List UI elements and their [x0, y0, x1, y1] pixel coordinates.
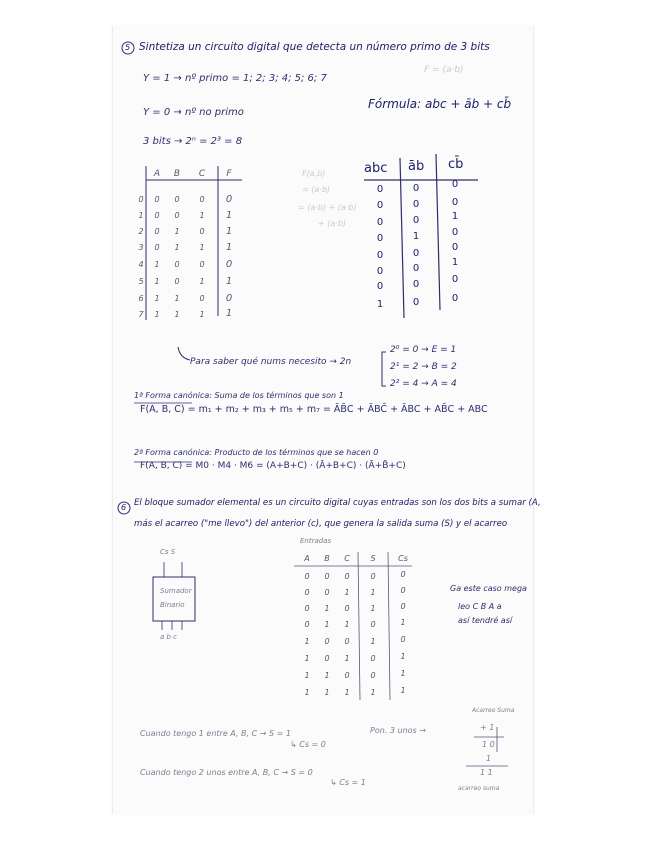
adder-cell: 1 [370, 637, 376, 646]
table2-cell: 0 [451, 227, 459, 238]
case-one-carry: ↳ Cs = 0 [290, 740, 326, 749]
entradas-label: Entradas [300, 537, 332, 545]
table1-cell: 1 [174, 243, 180, 252]
table1-cell: 1 [225, 210, 233, 221]
ghost-text: + (a·b) [318, 219, 347, 228]
block-inputs-label: a b c [160, 633, 178, 641]
adder-cell: 0 [370, 654, 376, 663]
canon1-label: 1ª Forma canónica: Suma de los términos que son 1 [134, 391, 344, 400]
adder-cell: 1 [304, 654, 310, 663]
table2-cell: 0 [376, 281, 384, 292]
table2-cell: 0 [412, 248, 420, 259]
hook-arrow [178, 347, 190, 360]
bits-count: 3 bits → 2ⁿ = 2³ = 8 [143, 136, 243, 147]
block-outputs-label: Cs S [160, 548, 176, 556]
table1-header: A [153, 169, 161, 179]
table2-col-line-2 [436, 154, 440, 310]
adder-cell: 0 [400, 602, 406, 611]
table1-row-index: 4 [138, 260, 144, 269]
table1-cell: 0 [199, 195, 205, 204]
adder-header: A [304, 554, 310, 563]
table1-cell: 1 [199, 277, 205, 286]
ghost-text: = (a·b) [302, 185, 331, 194]
table2-header: cb̄ [448, 157, 464, 172]
table1-cell: 0 [225, 293, 233, 304]
ghost-text: F(a,b) [302, 169, 326, 178]
table1-cell: 1 [225, 242, 233, 253]
table1-cell: 0 [174, 211, 180, 220]
table2-cell: 0 [412, 297, 420, 308]
adder-cell: 0 [324, 572, 330, 581]
sum-digit: 1 [486, 754, 492, 763]
table1-row-index: 5 [138, 277, 144, 286]
table1-cell: 0 [154, 195, 160, 204]
ex6-number: 6 [121, 503, 127, 512]
table1-cell: 1 [225, 308, 233, 319]
table1-cell: 1 [225, 276, 233, 287]
table1-cell: 1 [174, 310, 180, 319]
table2-cell: 0 [451, 179, 459, 190]
adder-cell: 1 [304, 671, 310, 680]
bits-bracket [382, 352, 386, 386]
table2-cell: 0 [412, 279, 420, 290]
case-two-carry: ↳ Cs = 1 [330, 778, 366, 787]
table1-cell: 1 [174, 227, 180, 236]
adder-cell: 1 [344, 688, 350, 697]
prime-formula: Fórmula: abc + āb + cb̄ [368, 97, 512, 111]
table1-cell: 0 [154, 243, 160, 252]
adder-header: C [344, 554, 350, 563]
adder-cell: 1 [324, 671, 330, 680]
table1-header: C [198, 169, 206, 179]
adder-cell: 1 [400, 652, 406, 661]
bits-needed-note: Para saber qué nums necesito → 2n [190, 357, 352, 367]
adder-cell: 0 [304, 604, 310, 613]
adder-cell: 0 [324, 654, 330, 663]
adder-cell: 1 [304, 637, 310, 646]
block-label-sumador: Sumador [160, 587, 192, 595]
table1-header: B [173, 169, 181, 179]
prime-condition: Y = 1 → nº primo = 1; 2; 3; 4; 5; 6; 7 [143, 73, 327, 84]
adder-cell: 1 [370, 688, 376, 697]
sum-digit: 1 1 [480, 768, 493, 777]
sum-digit: + 1 [480, 723, 495, 732]
adder-cell: 1 [324, 620, 330, 629]
table2-cell: 1 [412, 231, 420, 242]
table1-cell: 1 [225, 226, 233, 237]
table2-cell: 0 [376, 233, 384, 244]
adder-cell: 1 [344, 654, 350, 663]
adder-cell: 0 [304, 588, 310, 597]
adder-cell: 1 [344, 620, 350, 629]
three-ones-note: Pon. 3 unos → [370, 726, 426, 735]
table2-cell: 1 [376, 299, 384, 310]
table1-row-index: 2 [138, 227, 144, 236]
case-one-input: Cuando tengo 1 entre A, B, C → S = 1 [140, 729, 291, 738]
sumador-block [153, 577, 195, 621]
adder-cell: 0 [304, 620, 310, 629]
table2-cell: 0 [412, 263, 420, 274]
table1-cell: 1 [154, 277, 160, 286]
side-note-line: leo C B A a [458, 602, 502, 611]
table1-cell: 0 [174, 260, 180, 269]
table1-cell: 1 [154, 310, 160, 319]
table1-row-index: 7 [138, 310, 144, 319]
bit-weight: 2² = 4 → A = 4 [390, 379, 457, 389]
table1-cell: 0 [174, 277, 180, 286]
adder-cell: 0 [370, 671, 376, 680]
adder-header: Cs [398, 554, 408, 563]
adder-cell: 0 [370, 620, 376, 629]
adder-header: S [370, 554, 376, 563]
adder-cell: 1 [344, 588, 350, 597]
table1-row-index: 1 [138, 211, 144, 220]
table2-cell: 0 [376, 250, 384, 261]
adder-cell: 0 [370, 572, 376, 581]
table1-cell: 0 [199, 227, 205, 236]
adder-cell: 1 [324, 688, 330, 697]
adder-cell: 0 [344, 637, 350, 646]
adder-cell: 0 [304, 572, 310, 581]
table1-cell: 1 [174, 294, 180, 303]
table1-cell: 0 [225, 259, 233, 270]
table2-cell: 0 [376, 200, 384, 211]
table2-cell: 0 [376, 217, 384, 228]
table2-cell: 0 [451, 274, 459, 285]
table2-cell: 1 [451, 257, 459, 268]
canon2-formula: F(A, B, C) = M0 · M4 · M6 = (A+B+C) · (Ā+B+C) · (Ā+B̄+C) [140, 461, 406, 471]
table1-row-index: 0 [138, 195, 144, 204]
ex6-text-line2: más el acarreo ("me llevo") del anterior (c), que genera la salida suma (S) y el acarreo [134, 519, 508, 529]
bit-weight: 2¹ = 2 → B = 2 [390, 362, 457, 372]
side-note-line: Ga este caso mega [450, 584, 527, 593]
table1-cell: 0 [154, 227, 160, 236]
table1-cell: 0 [199, 294, 205, 303]
adder-cell: 1 [400, 686, 406, 695]
sum-top-labels: Acarreo Suma [472, 707, 515, 714]
adder-cell: 0 [344, 572, 350, 581]
adder-cell: 1 [370, 604, 376, 613]
ex5-title: Sintetiza un circuito digital que detecta un número primo de 3 bits [139, 41, 490, 53]
adder-cell: 1 [324, 604, 330, 613]
table1-cell: 0 [174, 195, 180, 204]
bit-weight: 2⁰ = 0 → E = 1 [390, 345, 457, 355]
table2-cell: 0 [376, 184, 384, 195]
table2-header: āb [408, 159, 425, 174]
ghost-text: = (a·b) + (a·b) [298, 203, 357, 212]
table2-cell: 0 [412, 215, 420, 226]
adder-cell: 0 [324, 637, 330, 646]
table2-header: abc [364, 161, 388, 176]
table2-cell: 1 [451, 211, 459, 222]
adder-cell: 0 [344, 604, 350, 613]
block-label-binario: Binario [160, 601, 185, 609]
table1-cell: 0 [154, 211, 160, 220]
sum-digit: 1 0 [482, 740, 495, 749]
adder-cell: 0 [344, 671, 350, 680]
table1-cell: 1 [154, 260, 160, 269]
table1-cell: 1 [199, 211, 205, 220]
adder-cell: 0 [400, 586, 406, 595]
ex6-text-line1: El bloque sumador elemental es un circuito digital cuyas entradas son los dos bits a sumar (A, [134, 498, 541, 508]
table1-row-index: 3 [138, 243, 144, 252]
canon1-formula: F(A, B, C) = m₁ + m₂ + m₃ + m₅ + m₇ = ĀB̄C + ĀBC̄ + ĀBC + AB̄C + ABC [140, 404, 488, 415]
table2-cell: 0 [451, 197, 459, 208]
table2-cell: 0 [412, 199, 420, 210]
adder-cell: 1 [370, 588, 376, 597]
adder-cell: 1 [400, 618, 406, 627]
table1-row-index: 6 [138, 294, 144, 303]
adder-cell: 1 [400, 669, 406, 678]
adder-cell: 0 [400, 570, 406, 579]
table1-cell: 1 [199, 243, 205, 252]
adder-cell: 0 [324, 588, 330, 597]
adder-output-divider [358, 552, 360, 700]
adder-header: B [324, 554, 330, 563]
table2-cell: 0 [412, 183, 420, 194]
table2-cell: 0 [376, 266, 384, 277]
ghost-formula-f: F = (a·b) [424, 65, 464, 75]
table2-col-line-1 [400, 158, 404, 318]
table1-cell: 1 [199, 310, 205, 319]
table1-cell: 1 [154, 294, 160, 303]
table2-cell: 0 [451, 242, 459, 253]
table2-cell: 0 [451, 293, 459, 304]
table1-cell: 0 [225, 194, 233, 205]
adder-cs-divider [388, 552, 390, 700]
adder-cell: 1 [304, 688, 310, 697]
ex5-number: 5 [125, 43, 131, 52]
side-note-line: así tendré así [458, 616, 513, 625]
table1-cell: 0 [199, 260, 205, 269]
not-prime-condition: Y = 0 → nº no primo [143, 107, 244, 118]
case-two-inputs: Cuando tengo 2 unos entre A, B, C → S = 0 [140, 768, 313, 777]
table1-header: F [226, 169, 232, 179]
sum-bottom-labels: acarreo suma [458, 785, 500, 792]
adder-cell: 0 [400, 635, 406, 644]
canon2-label: 2ª Forma canónica: Producto de los términos que se hacen 0 [134, 448, 379, 457]
